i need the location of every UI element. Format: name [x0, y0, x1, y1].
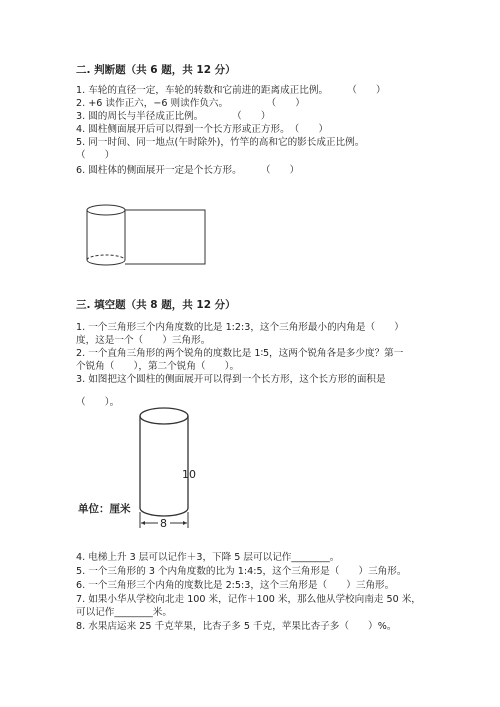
section-2-title: 二. 判断题（共 6 题，共 12 分） [76, 64, 236, 76]
fill-question-4: 4. 电梯上升 3 层可以记作＋3，下降 5 层可以记作________。 [76, 552, 340, 563]
judge-question-5-answer: （ ） [76, 150, 115, 161]
fill-question-3b: （ ）。 [76, 397, 120, 408]
unit-label: 单位：厘米 [78, 503, 131, 515]
height-label: 10 [182, 468, 196, 481]
judge-question-2: 2. +6 读作正六，−6 则读作负六。 （ ） [76, 98, 305, 109]
judge-question-1: 1. 车轮的直径一定，车轮的转数和它前进的距离成正比例。 （ ） [76, 85, 386, 96]
cylinder-top [87, 205, 125, 215]
section-3-title: 三. 填空题（共 8 题，共 12 分） [76, 299, 236, 311]
fill-question-2b: 个锐角（ ），第二个锐角（ ）。 [76, 361, 240, 372]
fill-question-2a: 2. 一个直角三角形的两个锐角的度数比是 1∶5，这两个锐角各是多少度？第一 [76, 348, 404, 359]
judge-question-4: 4. 圆柱侧面展开后可以得到一个长方形或正方形。 （ ） [76, 124, 329, 135]
judge-question-5: 5. 同一时间、同一地点(午时除外)，竹竿的高和它的影长成正比例。 [76, 137, 365, 148]
fill-question-7b: 可以记作________米。 [76, 607, 172, 618]
diameter-label: 8 [160, 517, 167, 530]
fill-question-6: 6. 一个三角形三个内角的度数比是 2:5:3，这个三角形是（ ）三角形。 [76, 580, 395, 591]
cylinder-unfold-figure [84, 200, 210, 272]
judge-question-3: 3. 圆的周长与半径成正比例。 （ ） [76, 111, 271, 122]
fill-question-3a: 3. 如图把这个圆柱的侧面展开可以得到一个长方形，这个长方形的面积是 [76, 374, 386, 385]
fill-question-1a: 1. 一个三角形三个内角度数的比是 1:2:3，这个三角形最小的内角是（ ） [76, 322, 404, 333]
judge-question-6: 6. 圆柱体的侧面展开一定是个长方形。 （ ） [76, 165, 300, 176]
fill-question-5: 5. 一个三角形的 3 个内角度数的比为 1:4:5，这个三角形是（ ）三角形。 [76, 566, 407, 577]
fill-question-1b: 度，这是一个（ ）三角形。 [76, 335, 211, 346]
cylinder-dimension-figure [78, 402, 208, 532]
cylinder-top [140, 408, 188, 424]
fill-question-7a: 7. 如果小华从学校向北走 100 米，记作＋100 米，那么他从学校向南走 50 米， [76, 594, 421, 605]
fill-question-8: 8. 水果店运来 25 千克苹果，比杏子多 5 千克，苹果比杏子多（ ）%。 [76, 621, 397, 632]
